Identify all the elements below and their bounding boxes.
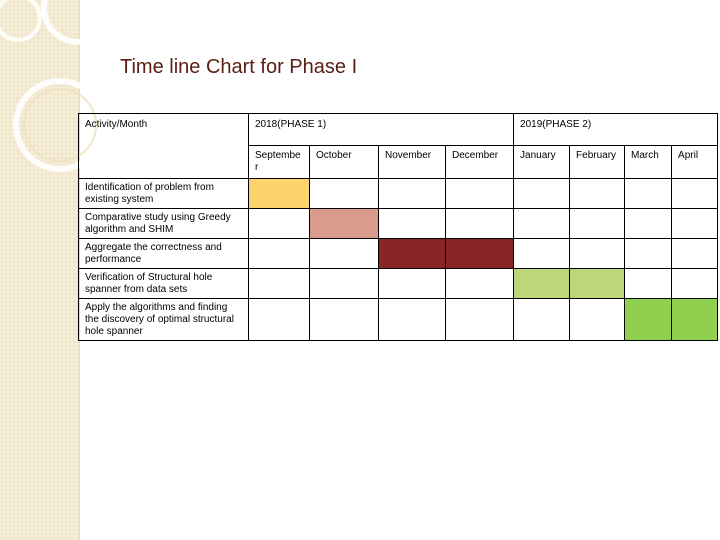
phase1-header: 2018(PHASE 1) <box>249 114 514 146</box>
timeline-empty-cell <box>672 209 718 239</box>
activity-label: Aggregate the correctness and performance <box>79 239 249 269</box>
activity-row <box>79 299 718 341</box>
phase-header-row <box>79 114 718 146</box>
activity-label: Apply the algorithms and finding the discovery of optimal structural hole spanner <box>79 299 249 341</box>
timeline-empty-cell <box>310 179 379 209</box>
timeline-empty-cell <box>379 299 446 341</box>
month-header-row <box>79 146 718 179</box>
timeline-bar-cell <box>249 179 310 209</box>
timeline-empty-cell <box>249 239 310 269</box>
page-title: Time line Chart for Phase I <box>120 56 358 78</box>
month-header: Septembe r <box>249 146 310 179</box>
activity-row <box>79 209 718 239</box>
timeline-empty-cell <box>570 299 625 341</box>
timeline-bar-cell <box>310 209 379 239</box>
timeline-empty-cell <box>446 299 514 341</box>
timeline-empty-cell <box>570 239 625 269</box>
timeline-empty-cell <box>310 239 379 269</box>
timeline-empty-cell <box>570 209 625 239</box>
timeline-empty-cell <box>672 239 718 269</box>
activity-label: Identification of problem from existing system <box>79 179 249 209</box>
timeline-empty-cell <box>672 269 718 299</box>
timeline-empty-cell <box>249 209 310 239</box>
timeline-empty-cell <box>625 239 672 269</box>
activity-month-header: Activity/Month <box>79 114 249 146</box>
timeline-table <box>78 113 718 341</box>
month-header: October <box>310 146 379 179</box>
timeline-empty-cell <box>514 179 570 209</box>
month-header: April <box>672 146 718 179</box>
timeline-empty-cell <box>310 269 379 299</box>
month-header: February <box>570 146 625 179</box>
phase2-header: 2019(PHASE 2) <box>514 114 718 146</box>
timeline-bar-cell <box>379 239 446 269</box>
month-header: March <box>625 146 672 179</box>
activity-month-header-cont <box>79 146 249 179</box>
timeline-bar-cell <box>570 269 625 299</box>
timeline-empty-cell <box>379 179 446 209</box>
timeline-empty-cell <box>446 269 514 299</box>
activity-row <box>79 239 718 269</box>
month-header: January <box>514 146 570 179</box>
month-header: December <box>446 146 514 179</box>
timeline-empty-cell <box>625 269 672 299</box>
timeline-empty-cell <box>625 209 672 239</box>
activity-label: Comparative study using Greedy algorithm and SHIM <box>79 209 249 239</box>
timeline-empty-cell <box>625 179 672 209</box>
timeline-bar-cell <box>625 299 672 341</box>
timeline-empty-cell <box>514 209 570 239</box>
timeline-empty-cell <box>446 209 514 239</box>
timeline-bar-cell <box>446 239 514 269</box>
timeline-empty-cell <box>672 179 718 209</box>
timeline-empty-cell <box>446 179 514 209</box>
activity-row <box>79 179 718 209</box>
activity-label: Verification of Structural hole spanner from data sets <box>79 269 249 299</box>
timeline-empty-cell <box>379 209 446 239</box>
activity-row <box>79 269 718 299</box>
timeline-empty-cell <box>379 269 446 299</box>
timeline-empty-cell <box>514 239 570 269</box>
timeline-empty-cell <box>310 299 379 341</box>
timeline-bar-cell <box>514 269 570 299</box>
timeline-empty-cell <box>570 179 625 209</box>
timeline-empty-cell <box>249 299 310 341</box>
month-header: November <box>379 146 446 179</box>
timeline-empty-cell <box>514 299 570 341</box>
timeline-bar-cell <box>672 299 718 341</box>
timeline-empty-cell <box>249 269 310 299</box>
